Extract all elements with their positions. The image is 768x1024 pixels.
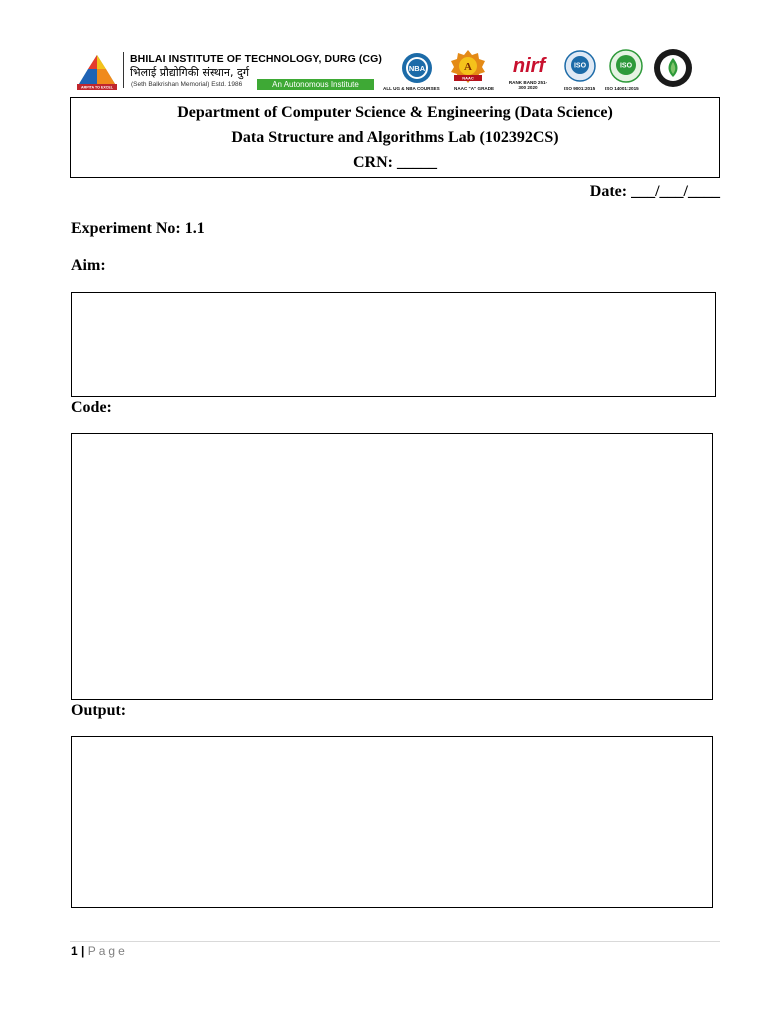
naac-caption: NAAC "A" GRADE bbox=[454, 86, 495, 91]
output-label: Output: bbox=[71, 702, 127, 719]
crn-field: CRN: _____ bbox=[353, 154, 437, 171]
iso-9001-caption: ISO 9001:2015 bbox=[564, 86, 596, 91]
naac-icon bbox=[450, 49, 486, 85]
page-word: Page bbox=[87, 944, 128, 958]
svg-text:NAAC: NAAC bbox=[462, 75, 474, 81]
title-box bbox=[70, 97, 720, 178]
page-separator: | bbox=[81, 944, 85, 958]
page-footer bbox=[71, 944, 128, 958]
aim-label: Aim: bbox=[71, 257, 106, 274]
institute-logo-icon bbox=[77, 54, 117, 90]
header-divider bbox=[123, 52, 124, 88]
iso-14001-caption: ISO 14001:2015 bbox=[605, 86, 639, 91]
autonomous-badge: An Autonomous Institute bbox=[257, 79, 374, 90]
code-box bbox=[71, 433, 713, 700]
lab-title: Data Structure and Algorithms Lab (102392CS) bbox=[231, 129, 559, 146]
green-audit-icon bbox=[653, 48, 693, 88]
logo-caption: ARPITA TO EXCEL bbox=[81, 85, 113, 90]
page-number: 1 bbox=[71, 944, 78, 958]
nirf-caption: RANK BAND 251-300 2020 bbox=[508, 80, 548, 91]
svg-text:ISO: ISO bbox=[619, 62, 633, 70]
nba-caption: ALL UG & NBA COURSES bbox=[383, 86, 440, 91]
experiment-number: Experiment No: 1.1 bbox=[71, 220, 205, 237]
svg-text:NBA: NBA bbox=[408, 64, 426, 73]
output-box bbox=[71, 736, 713, 908]
svg-text:ISO: ISO bbox=[573, 62, 587, 70]
iso-14001-icon bbox=[609, 49, 643, 83]
institute-established: (Seth Balkrishan Memorial) Estd. 1986 bbox=[131, 81, 243, 88]
date-field: Date: ___/___/____ bbox=[589, 183, 720, 200]
nba-icon bbox=[400, 52, 434, 84]
nirf-icon bbox=[508, 52, 550, 78]
iso-9001-icon bbox=[564, 50, 596, 82]
footer-rule bbox=[70, 941, 720, 942]
svg-text:nirf: nirf bbox=[512, 55, 546, 77]
aim-box bbox=[71, 292, 716, 397]
svg-text:A: A bbox=[464, 61, 472, 73]
institute-name: BHILAI INSTITUTE OF TECHNOLOGY, DURG (CG) bbox=[130, 53, 383, 65]
institute-hindi-name: भिलाई प्रौद्योगिकी संस्थान, दुर्ग bbox=[130, 66, 250, 79]
code-label: Code: bbox=[71, 399, 112, 416]
department-title: Department of Computer Science & Engineering (Data Science) bbox=[177, 104, 613, 121]
